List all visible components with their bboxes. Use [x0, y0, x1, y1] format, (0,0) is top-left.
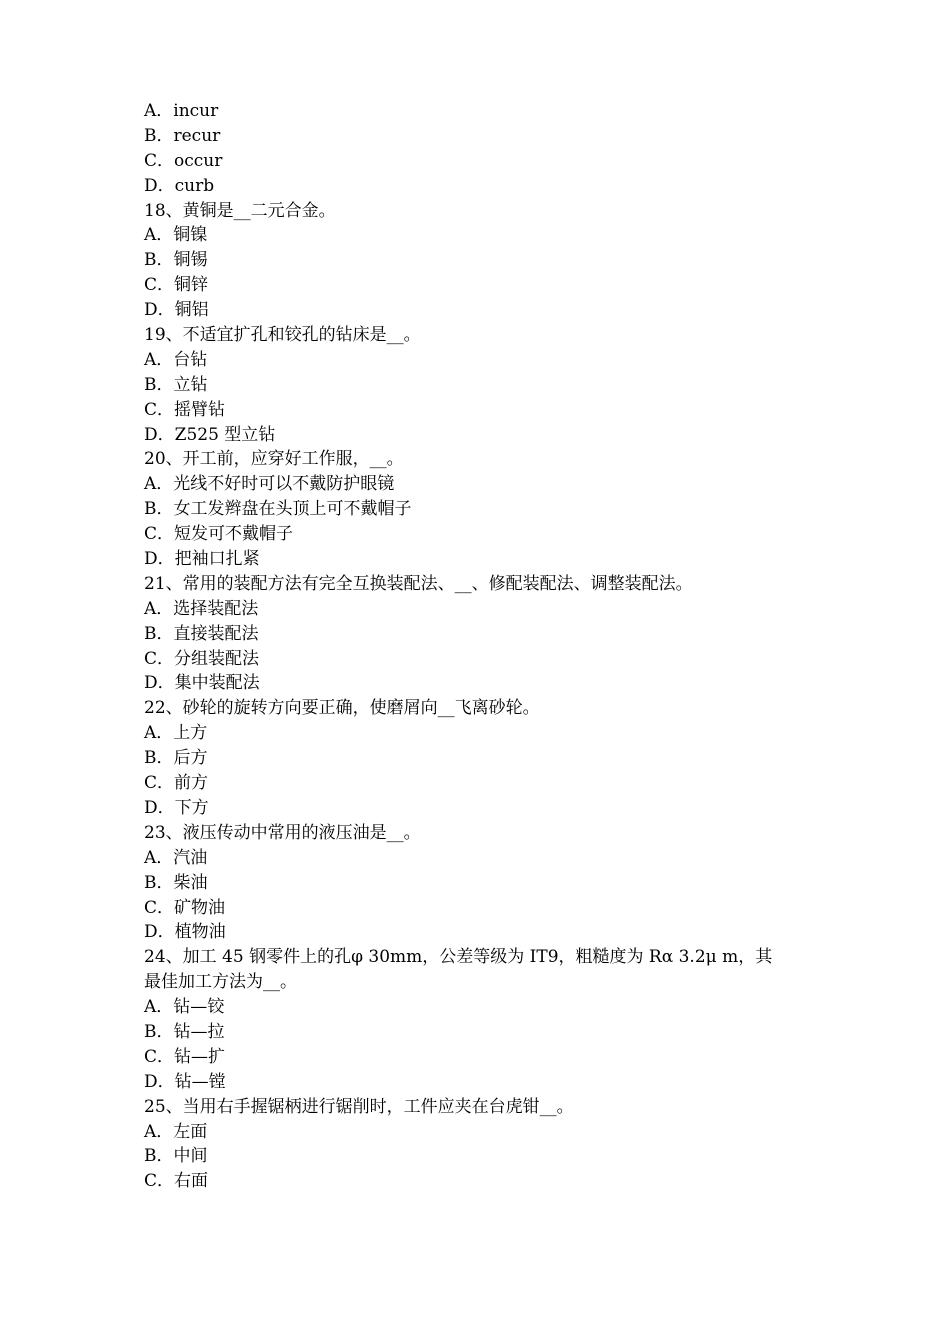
option-line: B．柴油: [144, 872, 208, 893]
option-line: C．前方: [144, 773, 209, 794]
option-line: C．钻—扩: [144, 1046, 226, 1067]
option-line: A．incur: [144, 101, 219, 121]
option-line: A．汽油: [144, 847, 208, 868]
option-line: A．钻—铰: [144, 997, 225, 1018]
option-line: C．occur: [144, 150, 223, 171]
question-25: 25、当用右手握锯柄进行锯削时，工件应夹在台虎钳__。: [144, 1096, 574, 1117]
option-line: B．recur: [144, 125, 221, 146]
question-20: 20、开工前，应穿好工作服，__。: [144, 449, 404, 470]
option-line: A．铜镍: [144, 225, 208, 246]
option-line: B．中间: [144, 1146, 208, 1167]
question-18: 18、黄铜是__二元合金。: [144, 200, 336, 221]
option-line: A．左面: [144, 1121, 208, 1142]
option-line: C．铜锌: [144, 275, 209, 296]
question-21: 21、常用的装配方法有完全互换装配法、__、修配装配法、调整装配法。: [144, 573, 693, 594]
question-24: 24、加工 45 钢零件上的孔φ 30mm，公差等级为 IT9，粗糙度为 Rα 3.2μ m，其: [144, 947, 773, 968]
option-line: A．光线不好时可以不戴防护眼镜: [144, 474, 395, 495]
option-line: A．上方: [144, 723, 208, 744]
option-line: B．直接装配法: [144, 623, 259, 644]
question-24-continued: 最佳加工方法为__。: [144, 972, 297, 993]
option-line: B．后方: [144, 748, 208, 769]
question-22: 22、砂轮的旋转方向要正确，使磨屑向__飞离砂轮。: [144, 698, 540, 719]
option-line: B．铜锡: [144, 250, 208, 271]
option-line: C．摇臂钻: [144, 399, 226, 420]
option-line: D．下方: [144, 797, 209, 818]
option-line: C．矿物油: [144, 897, 226, 918]
question-23: 23、液压传动中常用的液压油是__。: [144, 822, 421, 843]
option-line: D．curb: [144, 175, 215, 196]
document-body: [144, 99, 824, 1194]
option-line: D．把袖口扎紧: [144, 549, 260, 570]
question-19: 19、不适宜扩孔和铰孔的钻床是__。: [144, 325, 421, 346]
option-line: B．钻—拉: [144, 1021, 225, 1042]
option-line: B．立钻: [144, 374, 208, 395]
option-line: C．短发可不戴帽子: [144, 524, 294, 545]
option-line: D．植物油: [144, 922, 226, 943]
option-line: C．右面: [144, 1171, 209, 1192]
option-line: D．钻—镗: [144, 1071, 226, 1092]
option-line: C．分组装配法: [144, 648, 260, 669]
option-line: D．集中装配法: [144, 673, 260, 694]
option-line: A．台钻: [144, 349, 208, 370]
option-line: B．女工发辫盘在头顶上可不戴帽子: [144, 499, 412, 520]
option-line: D．Z525 型立钻: [144, 424, 276, 445]
option-line: D．铜铝: [144, 300, 209, 321]
option-line: A．选择装配法: [144, 598, 259, 619]
